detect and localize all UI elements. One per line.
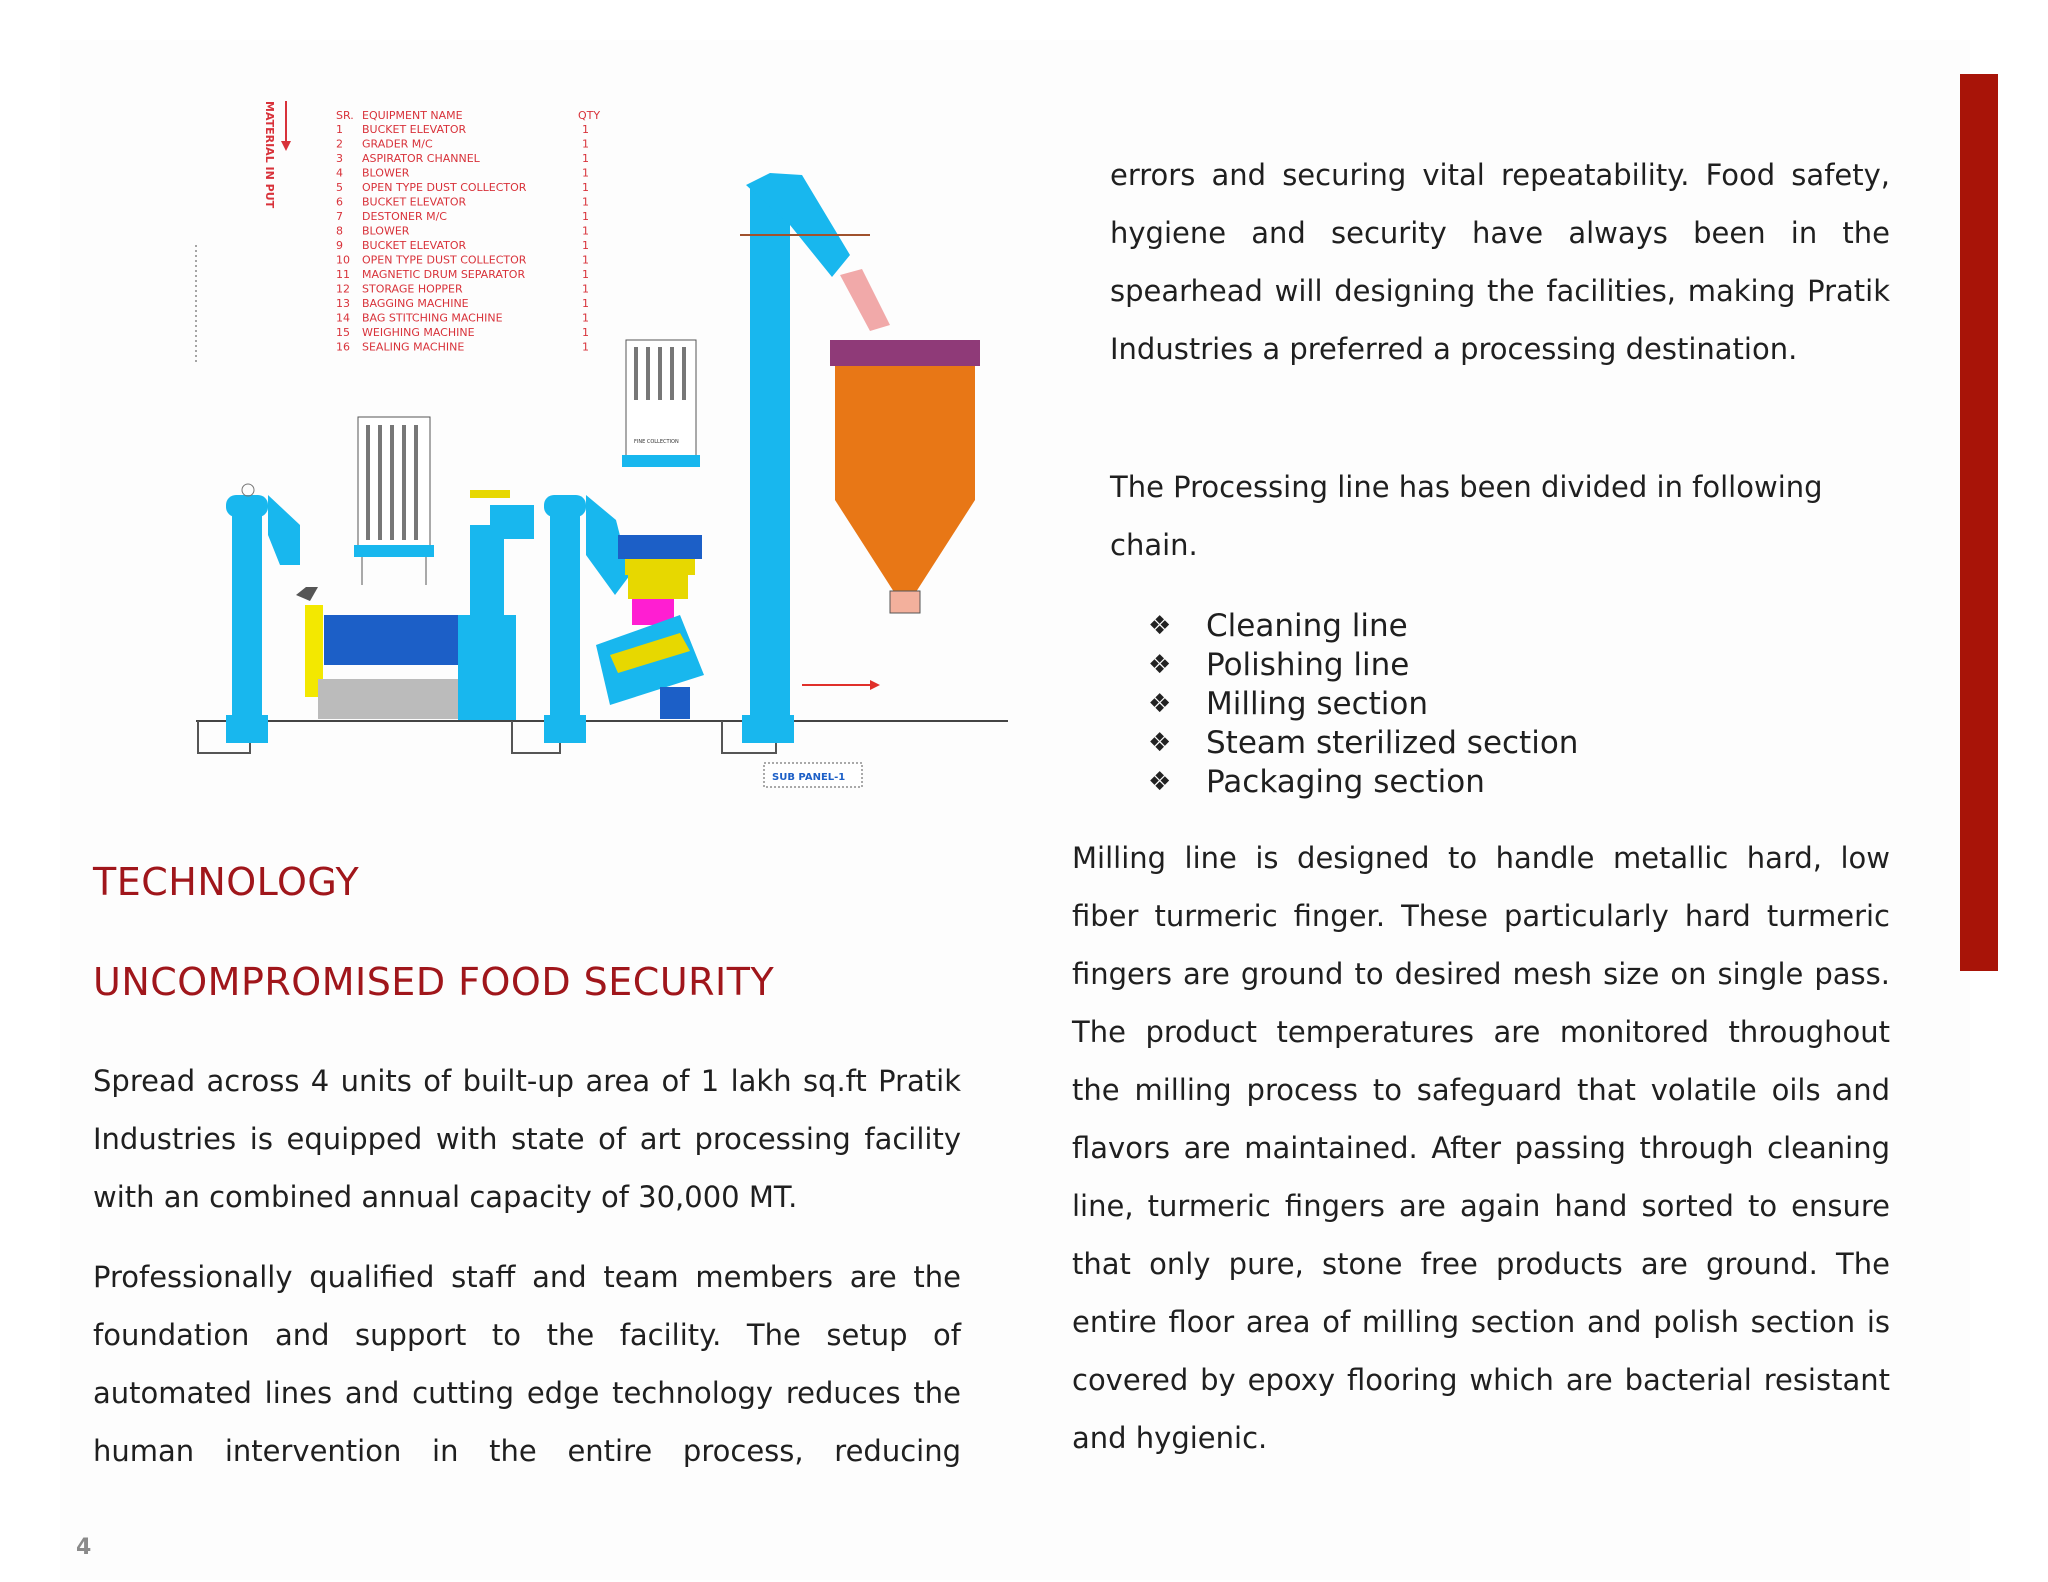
equipment-name: MAGNETIC DRUM SEPARATOR [362, 268, 526, 281]
equipment-sr: 13 [336, 297, 350, 310]
equipment-name: OPEN TYPE DUST COLLECTOR [362, 253, 527, 267]
equipment-qty: 1 [582, 224, 589, 238]
equipment-name: STORAGE HOPPER [362, 282, 463, 296]
right-paragraph-milling: Milling line is designed to handle metallic hard, low fiber turmeric finger. These particularly hard turmeric fingers are ground to desired mesh size on single pass. The product temperatures are monitored throughout the milling process to safeguard that volatile oils and flavors are maintained. After passing through cleaning line, turmeric fingers are again hand sorted to ensure that only pure, stone free products are ground. The entire floor area of milling section and polish section is covered by epoxy flooring which are bacterial resistant and hygienic. [1072, 841, 1890, 1455]
equipment-name: BLOWER [362, 166, 410, 180]
equipment-name: OPEN TYPE DUST COLLECTOR [362, 181, 527, 194]
equipment-sr: 15 [336, 326, 350, 339]
equipment-name: ASPIRATOR CHANNEL [362, 152, 480, 165]
heading-technology: TECHNOLOGY [93, 860, 360, 904]
material-input-label: MATERIAL IN PUT [263, 101, 276, 209]
equipment-sr: 3 [336, 152, 343, 165]
fine-collection-label: FINE COLLECTION [634, 439, 679, 445]
list-item [1148, 607, 1578, 646]
equipment-qty: 1 [582, 195, 589, 209]
equipment-qty: 1 [582, 253, 589, 267]
list-item [1148, 685, 1578, 724]
equipment-sr: 14 [336, 311, 350, 325]
accent-side-bar [1960, 74, 1998, 971]
equipment-sr: 10 [336, 253, 350, 267]
equipment-name: SEALING MACHINE [362, 340, 465, 354]
equipment-qty: 1 [582, 137, 589, 151]
left-paragraph-capacity: Spread across 4 units of built-up area of 1 lakh sq.ft Pratik Industries is equipped with state of art processing facility with an combined annual capacity of 30,000 MT. [93, 1064, 961, 1214]
equipment-name: BAG STITCHING MACHINE [362, 311, 503, 325]
equipment-sr: 1 [336, 123, 343, 136]
diamond-bullet-icon: ❖ [1148, 767, 1172, 797]
equipment-sr: 16 [336, 340, 350, 354]
diamond-bullet-icon: ❖ [1148, 689, 1172, 719]
right-paragraph-chain: The Processing line has been divided in following chain. [1110, 470, 1823, 562]
equipment-name: BAGGING MACHINE [362, 297, 469, 310]
process-line-diagram [190, 95, 1010, 795]
equipment-qty: 1 [582, 282, 589, 296]
equipment-sr: 7 [336, 210, 343, 223]
table-header-name: EQUIPMENT NAME [362, 109, 463, 122]
equipment-qty: 1 [582, 181, 589, 194]
list-item [1148, 763, 1578, 802]
equipment-name: DESTONER M/C [362, 210, 447, 223]
sub-panel-label: SUB PANEL-1 [772, 772, 846, 783]
equipment-qty: 1 [582, 268, 589, 281]
list-item-label: Cleaning line [1206, 608, 1408, 644]
list-item-label: Milling section [1206, 686, 1429, 722]
list-item-label: Packaging section [1206, 764, 1485, 800]
diamond-bullet-icon: ❖ [1148, 611, 1172, 641]
equipment-name: BUCKET ELEVATOR [362, 239, 467, 252]
equipment-qty: 1 [582, 297, 589, 310]
equipment-table [336, 109, 600, 354]
right-paragraph-safety: errors and securing vital repeatability. Food safety, hygiene and security have always been in the spearhead will designing the facilities, making Pratik Industries a preferred a processing destination. [1110, 158, 1890, 366]
equipment-sr: 6 [336, 195, 343, 209]
heading-food-security: UNCOMPROMISED FOOD SECURITY [93, 960, 775, 1004]
equipment-qty: 1 [582, 340, 589, 354]
equipment-qty: 1 [582, 326, 589, 339]
page-number: 4 [76, 1535, 92, 1560]
equipment-qty: 1 [582, 166, 589, 180]
equipment-qty: 1 [582, 123, 589, 136]
list-item [1148, 646, 1578, 685]
equipment-qty: 1 [582, 311, 589, 325]
equipment-sr: 9 [336, 239, 343, 252]
equipment-sr: 11 [336, 268, 350, 281]
equipment-name: BLOWER [362, 224, 410, 238]
diamond-bullet-icon: ❖ [1148, 728, 1172, 758]
equipment-sr: 2 [336, 137, 343, 151]
processing-chain-list [1148, 607, 1578, 802]
left-paragraph-staff: Professionally qualified staff and team members are the foundation and support to the facility. The setup of automated lines and cutting edge technology reduces the human intervention in the entire process, reducing [93, 1260, 961, 1468]
equipment-sr: 5 [336, 181, 343, 194]
equipment-qty: 1 [582, 239, 589, 252]
equipment-sr: 4 [336, 166, 343, 180]
table-header-sr: SR. [336, 109, 354, 122]
diamond-bullet-icon: ❖ [1148, 650, 1172, 680]
equipment-name: GRADER M/C [362, 137, 433, 151]
list-item-label: Steam sterilized section [1206, 725, 1579, 761]
equipment-sr: 12 [336, 282, 350, 296]
equipment-qty: 1 [582, 210, 589, 223]
equipment-qty: 1 [582, 152, 589, 165]
equipment-name: WEIGHING MACHINE [362, 326, 475, 339]
equipment-name: BUCKET ELEVATOR [362, 195, 467, 209]
list-item [1148, 724, 1578, 763]
equipment-sr: 8 [336, 224, 343, 238]
table-header-qty: QTY [578, 109, 601, 122]
list-item-label: Polishing line [1206, 647, 1410, 683]
equipment-name: BUCKET ELEVATOR [362, 123, 467, 136]
